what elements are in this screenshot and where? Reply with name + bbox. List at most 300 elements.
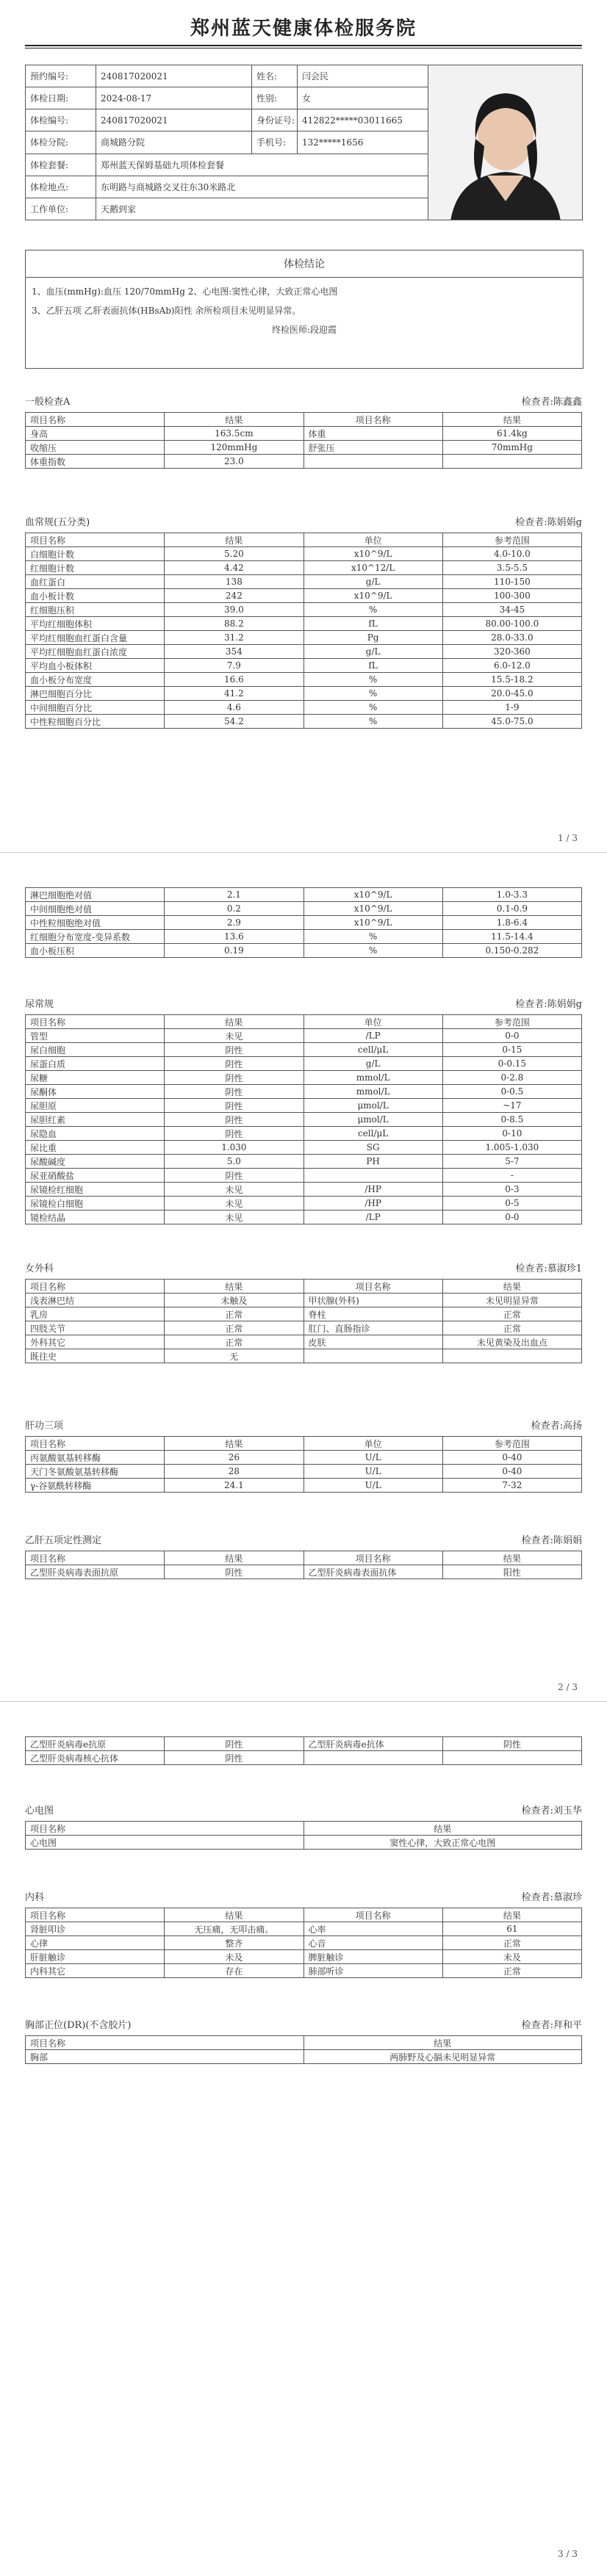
table-cell: 尿白细胞 [26, 1043, 165, 1057]
table-row [26, 1565, 582, 1579]
column-header: 项目名称 [26, 2036, 304, 2050]
gender-value: 女 [298, 87, 428, 109]
table-cell: x10^9/L [304, 902, 442, 916]
column-header: 结果 [165, 1280, 304, 1294]
table-header-row [26, 2036, 582, 2050]
column-header: 结果 [304, 2036, 582, 2050]
table-cell: U/L [304, 1479, 442, 1493]
table-cell: 80.00-100.0 [442, 617, 581, 631]
table-cell: % [304, 715, 442, 729]
section-surgery [25, 1260, 582, 1363]
table-cell: x10^9/L [304, 888, 442, 902]
exam-no-value: 240817020021 [96, 109, 252, 131]
section-inspector: 检查者:陈娟娟 [521, 1535, 582, 1546]
table-cell: 34-45 [442, 603, 581, 617]
section-blood-cont [25, 887, 582, 958]
table-row [26, 603, 582, 617]
table-cell [304, 1349, 442, 1363]
table-cell: 尿胆原 [26, 1099, 165, 1113]
table-cell: 未见 [165, 1183, 304, 1197]
table-cell: 尿酸碱度 [26, 1155, 165, 1169]
table-row [26, 902, 582, 916]
table-cell: 阴性 [165, 1113, 304, 1127]
table-header-row [26, 533, 582, 547]
table-cell: 5-7 [442, 1155, 581, 1169]
table-cell: 窦性心律，大致正常心电图 [304, 1836, 582, 1850]
table-cell: 中性粒细胞绝对值 [26, 916, 165, 930]
table-cell: % [304, 944, 442, 958]
table-cell: 阴性 [165, 1057, 304, 1071]
table-cell: 体重指数 [26, 455, 165, 469]
section-inspector: 检查者:陈娟娟g [515, 999, 582, 1010]
table-cell: 7.9 [165, 659, 304, 673]
table-cell: 39.0 [165, 603, 304, 617]
table-row [26, 2050, 582, 2064]
table-cell: 存在 [165, 1964, 304, 1978]
table-row [26, 589, 582, 603]
table-row [26, 1321, 582, 1335]
table-cell: 0-8.5 [442, 1113, 581, 1127]
table-row [26, 1964, 582, 1978]
surgery-table [25, 1279, 582, 1363]
section-title: 尿常规 [25, 999, 54, 1010]
table-cell: 血小板压积 [26, 944, 165, 958]
section-inspector: 检查者:高扬 [531, 1421, 582, 1432]
table-cell: 242 [165, 589, 304, 603]
table-cell: 阴性 [165, 1127, 304, 1141]
table-row [26, 916, 582, 930]
table-cell: μmol/L [304, 1099, 442, 1113]
section-title: 女外科 [25, 1263, 54, 1274]
section-hepatitis [25, 1532, 582, 1579]
column-header: 项目名称 [304, 1551, 442, 1565]
branch-label: 体检分院: [26, 131, 96, 154]
section-ecg [25, 1803, 582, 1850]
table-row [26, 1307, 582, 1321]
column-header: 结果 [304, 1822, 582, 1836]
table-cell [442, 1349, 581, 1363]
work-value: 天鹅到家 [96, 198, 428, 220]
page-number-1: 1 / 3 [558, 833, 578, 843]
name-label: 姓名: [252, 65, 298, 87]
table-cell: % [304, 701, 442, 715]
table-cell: 乙型肝炎病毒核心抗体 [26, 1751, 165, 1765]
table-row [26, 561, 582, 575]
table-cell: μmol/L [304, 1113, 442, 1127]
column-header: 项目名称 [26, 1822, 304, 1836]
table-cell: 整齐 [165, 1936, 304, 1950]
table-row [26, 1737, 582, 1751]
report-header [25, 13, 582, 48]
page-separator [0, 852, 607, 853]
table-cell: 4.42 [165, 561, 304, 575]
table-cell: 13.6 [165, 930, 304, 944]
table-cell: 正常 [442, 1936, 581, 1950]
table-row [26, 1169, 582, 1183]
column-header: 结果 [165, 413, 304, 427]
table-cell: 0-40 [442, 1451, 581, 1465]
table-cell: 乙型肝炎病毒表面抗原 [26, 1565, 165, 1579]
page-number-2: 2 / 3 [558, 1682, 578, 1692]
table-cell: 1.8-6.4 [442, 916, 581, 930]
table-row [26, 631, 582, 645]
table-cell: 中间细胞百分比 [26, 701, 165, 715]
column-header: 参考范围 [442, 1015, 581, 1029]
table-cell: 未及 [165, 1950, 304, 1964]
table-cell: 乳房 [26, 1307, 165, 1321]
blood-table-continued [25, 887, 582, 958]
table-cell: 肾脏叩诊 [26, 1922, 165, 1936]
table-row [26, 930, 582, 944]
table-cell: Pg [304, 631, 442, 645]
table-cell: 7-32 [442, 1479, 581, 1493]
table-cell: 白细胞计数 [26, 547, 165, 561]
table-cell: 0-2.8 [442, 1071, 581, 1085]
table-cell: 正常 [165, 1307, 304, 1321]
table-cell: 中性粒细胞百分比 [26, 715, 165, 729]
patient-photo-image [428, 65, 582, 220]
table-cell: x10^9/L [304, 916, 442, 930]
section-title: 胸部正位(DR)(不含胶片) [25, 2020, 132, 2031]
table-cell [304, 455, 442, 469]
table-header-row [26, 1437, 582, 1451]
column-header: 参考范围 [442, 1437, 581, 1451]
table-cell: 乙型肝炎病毒表面抗体 [304, 1565, 442, 1579]
table-cell: 3.5-5.5 [442, 561, 581, 575]
table-row [26, 1836, 582, 1850]
table-cell: 28 [165, 1465, 304, 1479]
table-row [26, 1294, 582, 1307]
table-cell: 淋巴细胞绝对值 [26, 888, 165, 902]
table-cell: 未触及 [165, 1294, 304, 1307]
table-cell: 正常 [442, 1321, 581, 1335]
table-cell: 0-5 [442, 1197, 581, 1211]
table-cell [442, 455, 581, 469]
table-row [26, 888, 582, 902]
table-cell: 肛门、直肠指诊 [304, 1321, 442, 1335]
column-header: 单位 [304, 1015, 442, 1029]
conclusion-title: 体检结论 [26, 250, 583, 278]
table-cell: - [442, 1169, 581, 1183]
table-cell: 无压痛，无叩击痛。 [165, 1922, 304, 1936]
table-row [26, 1099, 582, 1113]
table-cell: 未及 [442, 1950, 581, 1964]
column-header: 项目名称 [304, 413, 442, 427]
table-row [26, 1465, 582, 1479]
table-cell: 45.0-75.0 [442, 715, 581, 729]
table-row [26, 659, 582, 673]
table-header-row [26, 1015, 582, 1029]
table-cell: 血小板计数 [26, 589, 165, 603]
table-row [26, 427, 582, 441]
table-cell: 外科其它 [26, 1335, 165, 1349]
exam-no-label: 体检编号: [26, 109, 96, 131]
table-cell: 0-40 [442, 1465, 581, 1479]
table-cell: g/L [304, 575, 442, 589]
section-urine [25, 996, 582, 1224]
section-title: 肝功三项 [25, 1421, 64, 1432]
table-cell: 100-300 [442, 589, 581, 603]
appointment-label: 预约编号: [26, 65, 96, 87]
section-general [25, 394, 582, 469]
table-cell: 血小板分布宽度 [26, 673, 165, 687]
section-blood [25, 514, 582, 729]
table-cell: 两肺野及心膈未见明显异常 [304, 2050, 582, 2064]
appointment-value: 240817020021 [96, 65, 252, 87]
column-header: 结果 [165, 1437, 304, 1451]
blood-table [25, 533, 582, 729]
column-header: 项目名称 [26, 1437, 165, 1451]
column-header: 结果 [442, 1280, 581, 1294]
id-value: 412822*****03011665 [298, 109, 428, 131]
table-cell: 0-3 [442, 1183, 581, 1197]
table-cell: /LP [304, 1211, 442, 1224]
table-cell: 2.9 [165, 916, 304, 930]
table-cell: PH [304, 1155, 442, 1169]
table-cell: 红细胞压积 [26, 603, 165, 617]
package-value: 郑州蓝天保姆基础九项体检套餐 [96, 154, 428, 176]
table-cell: 0.150-0.282 [442, 944, 581, 958]
table-row [26, 645, 582, 659]
column-header: 结果 [165, 1908, 304, 1922]
table-row [26, 1085, 582, 1099]
table-cell: 1.0-3.3 [442, 888, 581, 902]
conclusion-doctor: 终检医师:段迎霞 [271, 325, 337, 335]
table-cell: 尿胆红素 [26, 1113, 165, 1127]
table-cell [304, 1169, 442, 1183]
table-cell: 0-10 [442, 1127, 581, 1141]
table-cell: SG [304, 1141, 442, 1155]
table-cell: 正常 [442, 1307, 581, 1321]
column-header: 结果 [165, 1015, 304, 1029]
table-cell: g/L [304, 1057, 442, 1071]
header-divider [25, 45, 582, 48]
section-title: 心电图 [25, 1805, 54, 1816]
column-header: 项目名称 [304, 1908, 442, 1922]
internal-table [25, 1908, 582, 1978]
table-cell: 尿糖 [26, 1071, 165, 1085]
table-cell: 血红蛋白 [26, 575, 165, 589]
column-header: 项目名称 [26, 1908, 165, 1922]
table-row [26, 1936, 582, 1950]
table-cell: 浅表淋巴结 [26, 1294, 165, 1307]
section-title: 乙肝五项定性测定 [25, 1535, 102, 1546]
table-row [26, 441, 582, 455]
table-header-row [26, 1280, 582, 1294]
table-cell: 110-150 [442, 575, 581, 589]
table-cell: 四肢关节 [26, 1321, 165, 1335]
table-cell: 舒张压 [304, 441, 442, 455]
date-label: 体检日期: [26, 87, 96, 109]
table-cell: 20.0-45.0 [442, 687, 581, 701]
table-cell: 0-0 [442, 1211, 581, 1224]
hepatitis-table [25, 1551, 582, 1579]
phone-value: 132*****1656 [298, 131, 428, 154]
table-cell: 354 [165, 645, 304, 659]
location-value: 东明路与商城路交叉往东30米路北 [96, 176, 428, 198]
column-header: 单位 [304, 1437, 442, 1451]
column-header: 结果 [165, 1551, 304, 1565]
table-cell: 尿比重 [26, 1141, 165, 1155]
table-cell: 阴性 [165, 1071, 304, 1085]
table-row [26, 1113, 582, 1127]
table-cell: 未见 [165, 1211, 304, 1224]
table-cell: /HP [304, 1197, 442, 1211]
column-header: 结果 [165, 533, 304, 547]
column-header: 结果 [442, 1908, 581, 1922]
table-cell: 正常 [165, 1335, 304, 1349]
table-cell [442, 1751, 581, 1765]
table-cell: x10^9/L [304, 547, 442, 561]
table-cell: 阴性 [165, 1043, 304, 1057]
section-inspector: 检查者:慕淑珍1 [515, 1263, 582, 1274]
table-cell: γ-谷氨酰转移酶 [26, 1479, 165, 1493]
table-cell: 0-0.5 [442, 1085, 581, 1099]
table-cell: U/L [304, 1451, 442, 1465]
table-cell: 天门冬氨酸氨基转移酶 [26, 1465, 165, 1479]
table-cell: 正常 [442, 1964, 581, 1978]
patient-photo [428, 65, 582, 220]
column-header: 参考范围 [442, 533, 581, 547]
table-row [26, 1029, 582, 1043]
table-cell: 120mmHg [165, 441, 304, 455]
table-cell: 胸部 [26, 2050, 304, 2064]
table-cell: mmol/L [304, 1085, 442, 1099]
table-cell: 1-9 [442, 701, 581, 715]
table-cell: 管型 [26, 1029, 165, 1043]
table-cell: 心音 [304, 1936, 442, 1950]
table-cell: 0.19 [165, 944, 304, 958]
table-cell: 心律 [26, 1936, 165, 1950]
section-inspector: 检查者:刘玉华 [521, 1805, 582, 1816]
table-header-row [26, 1551, 582, 1565]
photo-cell [428, 65, 583, 220]
table-cell: 尿镜检红细胞 [26, 1183, 165, 1197]
page-number-3: 3 / 3 [558, 2549, 578, 2559]
section-inspector: 检查者:慕淑珍 [521, 1892, 582, 1903]
table-cell: 16.6 [165, 673, 304, 687]
table-row [26, 1155, 582, 1169]
table-cell: x10^12/L [304, 561, 442, 575]
section-inspector: 检查者:陈鑫鑫 [521, 397, 582, 408]
table-cell: % [304, 603, 442, 617]
table-cell: % [304, 687, 442, 701]
column-header: 结果 [442, 413, 581, 427]
package-label: 体检套餐: [26, 154, 96, 176]
table-row [26, 1751, 582, 1765]
table-cell: 乙型肝炎病毒e抗体 [304, 1737, 442, 1751]
table-cell: 阴性 [442, 1737, 581, 1751]
table-row [26, 687, 582, 701]
table-cell: 尿酮体 [26, 1085, 165, 1099]
table-cell: 0-15 [442, 1043, 581, 1057]
column-header: 项目名称 [304, 1280, 442, 1294]
table-row [26, 673, 582, 687]
report-title: 郑州蓝天健康体检服务院 [190, 18, 417, 40]
table-cell: 阴性 [165, 1085, 304, 1099]
column-header: 单位 [304, 533, 442, 547]
table-row [26, 1922, 582, 1936]
table-cell: 内科其它 [26, 1964, 165, 1978]
table-cell: % [304, 673, 442, 687]
table-cell: 138 [165, 575, 304, 589]
table-row [26, 1479, 582, 1493]
id-label: 身份证号: [252, 109, 298, 131]
table-cell: 丙氨酸氨基转移酶 [26, 1451, 165, 1465]
table-cell: 0-0.15 [442, 1057, 581, 1071]
column-header: 项目名称 [26, 1015, 165, 1029]
table-header-row [26, 1908, 582, 1922]
table-cell: 2.1 [165, 888, 304, 902]
table-cell: 乙型肝炎病毒e抗原 [26, 1737, 165, 1751]
table-cell: 既往史 [26, 1349, 165, 1363]
section-liver [25, 1418, 582, 1493]
table-cell: 61 [442, 1922, 581, 1936]
table-cell: cell/μL [304, 1127, 442, 1141]
table-cell: g/L [304, 645, 442, 659]
column-header: 项目名称 [26, 533, 165, 547]
table-row [26, 1043, 582, 1057]
name-value: 闫会民 [298, 65, 428, 87]
table-header-row [26, 1822, 582, 1836]
general-table [25, 412, 582, 469]
column-header: 结果 [442, 1551, 581, 1565]
table-cell: 0.2 [165, 902, 304, 916]
table-cell: /LP [304, 1029, 442, 1043]
table-cell: 肝脏触诊 [26, 1950, 165, 1964]
urine-table [25, 1014, 582, 1224]
table-cell: 未见 [165, 1029, 304, 1043]
table-cell: 5.20 [165, 547, 304, 561]
table-cell: 0.1-0.9 [442, 902, 581, 916]
ecg-table [25, 1821, 582, 1850]
branch-value: 商城路分院 [96, 131, 252, 154]
table-row [26, 1127, 582, 1141]
section-internal [25, 1889, 582, 1978]
table-row [26, 944, 582, 958]
table-row [26, 547, 582, 561]
table-cell: 88.2 [165, 617, 304, 631]
section-title: 内科 [25, 1892, 45, 1903]
patient-info-table [25, 65, 583, 220]
table-cell: 未见 [165, 1197, 304, 1211]
table-cell: 24.1 [165, 1479, 304, 1493]
table-row [26, 1451, 582, 1465]
table-cell: 54.2 [165, 715, 304, 729]
page-separator [0, 1701, 607, 1702]
section-hepatitis-cont [25, 1736, 582, 1765]
table-cell: % [304, 930, 442, 944]
table-cell: 脊柱 [304, 1307, 442, 1321]
table-cell: 体重 [304, 427, 442, 441]
table-cell: 阴性 [165, 1751, 304, 1765]
table-cell: 1.005-1.030 [442, 1141, 581, 1155]
table-cell: x10^9/L [304, 589, 442, 603]
table-row [26, 1211, 582, 1224]
table-cell: 平均血小板体积 [26, 659, 165, 673]
column-header: 项目名称 [26, 1280, 165, 1294]
table-cell: 尿蛋白质 [26, 1057, 165, 1071]
section-inspector: 检查者:拜和平 [521, 2020, 582, 2031]
table-cell: 5.0 [165, 1155, 304, 1169]
table-cell: 心电图 [26, 1836, 304, 1850]
hepatitis-table-continued [25, 1736, 582, 1765]
table-cell: 未见明显异常 [442, 1294, 581, 1307]
table-cell: 31.2 [165, 631, 304, 645]
table-cell: 阴性 [165, 1169, 304, 1183]
table-cell: 红细胞计数 [26, 561, 165, 575]
table-row [26, 617, 582, 631]
